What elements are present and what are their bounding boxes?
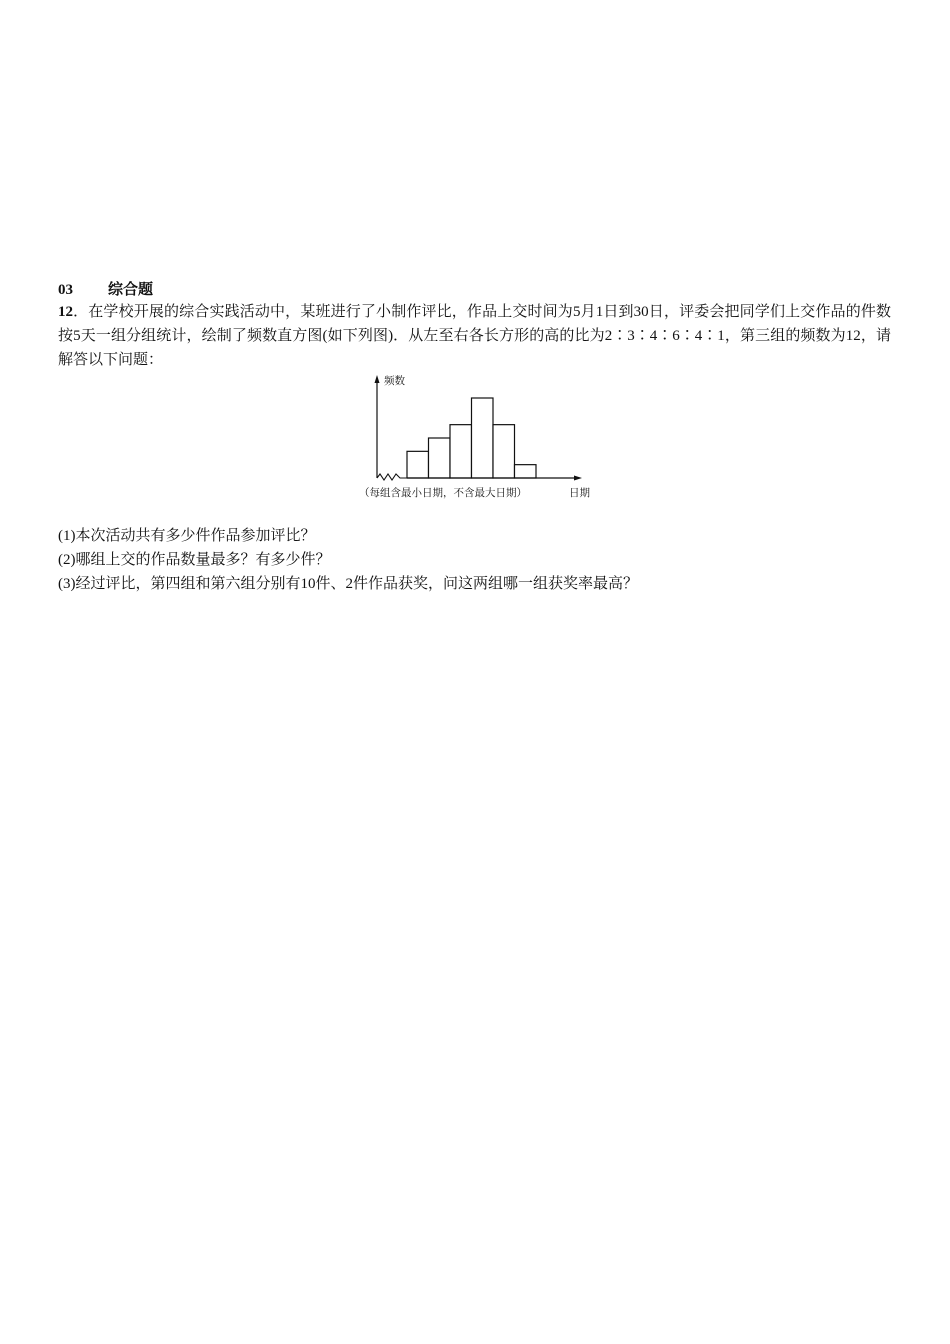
x-axis-note: （每组含最小日期，不含最大日期） xyxy=(359,487,527,499)
histogram-bars xyxy=(407,398,536,478)
y-axis-label: 频数 xyxy=(384,375,405,387)
histogram-bar-3 xyxy=(450,425,472,478)
question-item: (1)本次活动共有多少件作品参加评比？ xyxy=(58,528,316,544)
frequency-histogram xyxy=(357,372,597,504)
histogram-bar-5 xyxy=(493,425,515,478)
histogram-bar-2 xyxy=(429,438,451,478)
section-title: 综合题 xyxy=(108,282,154,298)
axis-break-zigzag xyxy=(377,474,407,480)
section-number: 03 xyxy=(58,282,73,298)
histogram-bar-6 xyxy=(515,465,537,478)
section-heading xyxy=(58,278,153,299)
problem-number: 12 xyxy=(58,304,73,320)
histogram-bar-4 xyxy=(472,398,494,478)
question-item: (3)经过评比，第四组和第六组分别有10件、2件作品获奖，问这两组哪一组获奖率最高？ xyxy=(58,576,638,592)
problem-text: ．在学校开展的综合实践活动中，某班进行了小制作评比，作品上交时间为5月1日到30日，评委会把同学们上交作品的件数按5天一组分组统计，绘制了频数直方图(如下列图)．从左至右各长方形的高的比为2∶3∶4∶6∶4∶1，第三组的频数为12，请解答以下问题： xyxy=(58,304,891,368)
histogram-svg xyxy=(357,372,597,504)
x-axis-arrow xyxy=(574,476,582,481)
x-axis-label: 日期 xyxy=(569,487,590,499)
question-item: (2)哪组上交的作品数量最多？有多少件？ xyxy=(58,552,331,568)
problem-statement xyxy=(58,300,891,372)
histogram-bar-1 xyxy=(407,451,429,478)
y-axis-arrow xyxy=(375,375,380,383)
question-list xyxy=(58,524,891,596)
